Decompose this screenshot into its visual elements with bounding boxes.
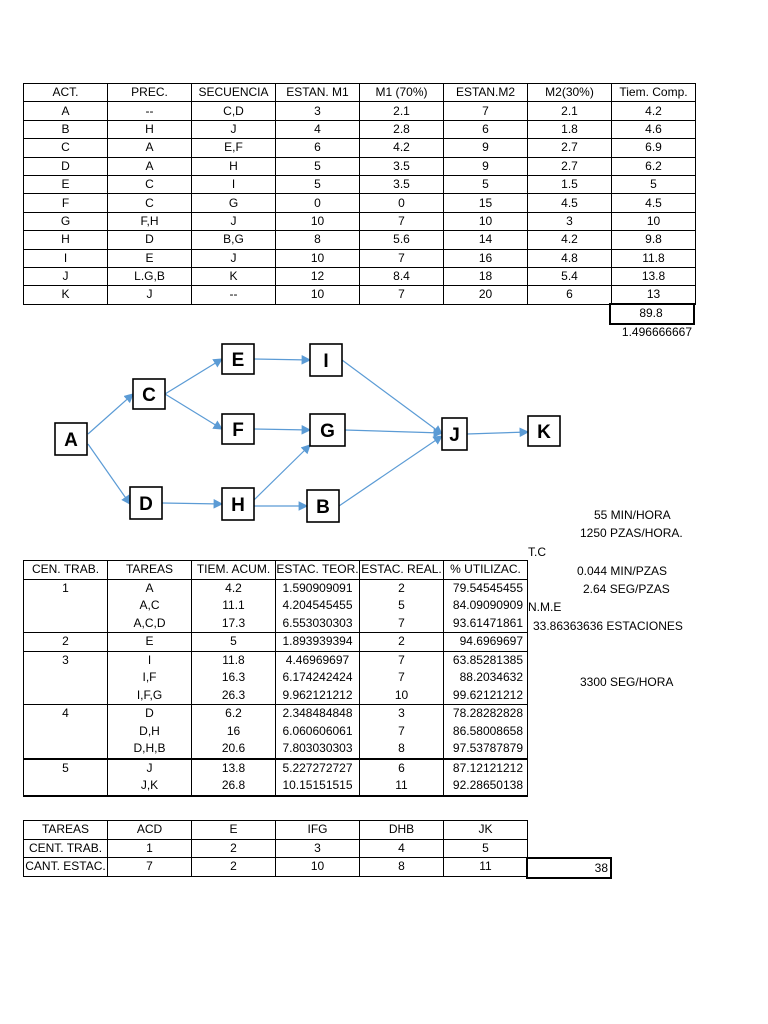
table-cell: F [24,194,108,212]
table-cell: 6 [444,120,528,138]
node-label: I [323,351,329,372]
table-cell [24,687,108,705]
node-label: A [64,430,78,451]
table-cell: J [192,212,276,230]
table-cell: 94.6969697 [444,633,528,652]
table-cell: 1.8 [528,120,612,138]
table-cell: 4.2 [528,231,612,249]
table-cell: D [108,231,192,249]
table-row [24,777,528,796]
node-h [222,488,254,520]
table-cell: 9 [444,157,528,175]
header-row [24,561,528,580]
table-cell: 3 [24,651,108,669]
table-cell: 5 [276,157,360,175]
edge-b-j [339,436,442,506]
precedence-network-diagram [0,330,768,530]
table-cell: 4.2 [192,579,276,597]
node-i [310,344,342,376]
table-row [24,194,696,212]
table-cell: 13.8 [612,267,696,285]
node-label: D [139,494,153,515]
table-cell: 4.6 [612,120,696,138]
table-row [24,120,696,138]
table-cell: 5 [360,597,444,615]
table-cell: 3 [360,705,444,723]
column-header: ESTAN. M1 [276,84,360,102]
sec-per-piece: 2.64 SEG/PZAS [583,582,670,596]
table-cell: 4 [276,120,360,138]
table-cell: 20.6 [192,740,276,759]
table-cell: 9.8 [612,231,696,249]
table-row [24,705,528,723]
header-row [24,84,696,102]
table-cell: 16.3 [192,669,276,687]
row-header: CENT. TRAB. [24,839,108,858]
node-g [310,414,345,446]
table-cell: D,H,B [108,740,192,759]
table-cell: 6 [360,759,444,778]
node-k [528,416,560,446]
table-row [24,740,528,759]
table-cell: IFG [276,821,360,840]
table-cell: F,H [108,212,192,230]
table-cell: A,C,D [108,615,192,633]
table-cell: 4.2 [612,102,696,120]
table-cell: I,F,G [108,687,192,705]
node-c [133,379,165,409]
table-cell: 4.46969697 [276,651,360,669]
node-label: E [231,350,245,371]
table-cell: H [192,157,276,175]
table-cell: 10.15151515 [276,777,360,796]
table-cell: G [192,194,276,212]
edge-h-g [254,445,310,500]
table-row [24,759,528,778]
table-cell: 79.54545455 [444,579,528,597]
table-cell: 11.8 [192,651,276,669]
edge-d-h [162,503,222,504]
table-cell: 4.2 [360,139,444,157]
node-e [222,344,254,374]
table-cell: 3.5 [360,157,444,175]
column-header: ESTAC. REAL. [360,561,444,580]
node-label: B [316,497,330,518]
table-cell: B [24,120,108,138]
table-row [24,723,528,741]
table-cell: 2.8 [360,120,444,138]
node-label: K [537,422,551,443]
table-cell: 7.803030303 [276,740,360,759]
table-cell: L.G,B [108,267,192,285]
table-cell: 10 [444,212,528,230]
table-cell: 7 [444,102,528,120]
table-cell: 10 [276,286,360,304]
table-cell [24,723,108,741]
table-cell: J [192,120,276,138]
table-cell: 6.9 [612,139,696,157]
table-cell: E,F [192,139,276,157]
table-cell: 5 [444,839,528,858]
table-row [24,651,528,669]
table-cell: 88.2034632 [444,669,528,687]
table-cell: 10 [276,212,360,230]
table-cell: 1.893939394 [276,633,360,652]
table-cell [24,597,108,615]
table-cell: 2 [192,839,276,858]
column-header: TAREAS [108,561,192,580]
table-row [24,839,528,858]
table-cell: 11.8 [612,249,696,267]
table-cell: I,F [108,669,192,687]
nme-label: N.M.E [528,600,562,614]
table-row [24,687,528,705]
table-cell: 7 [360,669,444,687]
table-row [24,579,528,597]
table-cell: 5 [24,759,108,778]
table-cell [24,740,108,759]
table-row [24,597,528,615]
column-header: SECUENCIA [192,84,276,102]
column-header: ESTAC. TEOR. [276,561,360,580]
table-cell: J [24,267,108,285]
table-cell: C [24,139,108,157]
table-cell: A [108,579,192,597]
table-cell: C,D [192,102,276,120]
table-cell: 12 [276,267,360,285]
edge-c-e [165,359,222,394]
table-cell: D [24,157,108,175]
table-cell: 10 [612,212,696,230]
table-cell: 92.28650138 [444,777,528,796]
table-cell: E [24,175,108,193]
table-cell: I [192,175,276,193]
table-cell: I [24,249,108,267]
table-row [24,102,696,120]
table-cell: D [108,705,192,723]
table-cell: J [108,759,192,778]
min-per-piece: 0.044 MIN/PZAS [577,564,668,578]
table-cell: C [108,175,192,193]
table-cell: 6.174242424 [276,669,360,687]
table-cell: 7 [360,651,444,669]
table-cell: 2.1 [528,102,612,120]
table-cell: 6.553030303 [276,615,360,633]
table-cell: 1 [108,839,192,858]
table-cell: 6.2 [192,705,276,723]
table-cell: 2 [24,633,108,652]
table-cell: A,C [108,597,192,615]
table-cell: 1 [24,579,108,597]
table-cell: J,K [108,777,192,796]
table-row [24,633,528,652]
table-cell: 6 [528,286,612,304]
table-row [24,231,696,249]
minutes-per-hour: 55 MIN/HORA [594,508,671,522]
table-cell: 17.3 [192,615,276,633]
table-cell: C [108,194,192,212]
table-row [24,615,528,633]
table-cell: 10 [276,249,360,267]
seconds-per-hour: 3300 SEG/HORA [580,675,674,689]
table-cell: 2 [360,579,444,597]
total-time: 89.8 [639,306,663,320]
table-cell: 7 [360,212,444,230]
node-d [130,487,162,519]
table-cell: 26.3 [192,687,276,705]
table-cell: E [108,633,192,652]
table-cell: 13.8 [192,759,276,778]
table-cell: J [108,286,192,304]
table-cell: 2.348484848 [276,705,360,723]
table-cell: 7 [360,286,444,304]
table-cell: J [192,249,276,267]
table-cell: B,G [192,231,276,249]
table-cell: 10 [360,687,444,705]
table-cell: JK [444,821,528,840]
table-cell: 9.962121212 [276,687,360,705]
column-header: ESTAN.M2 [444,84,528,102]
table-cell: 4.5 [612,194,696,212]
column-header: M1 (70%) [360,84,444,102]
table-row [24,267,696,285]
table-cell: 3 [528,212,612,230]
table-cell: 14 [444,231,528,249]
node-b [307,490,339,522]
node-label: J [449,425,460,446]
table-cell: 5.227272727 [276,759,360,778]
table-row [24,249,696,267]
table-row [24,858,528,877]
node-j [442,418,467,450]
table-cell: 18 [444,267,528,285]
table-cell: 5 [276,175,360,193]
column-header: % UTILIZAC. [444,561,528,580]
table-cell: 5.6 [360,231,444,249]
table-row [24,286,696,304]
table-cell: 5 [612,175,696,193]
table-cell: 3 [276,102,360,120]
edge-e-i [254,359,310,360]
table-cell: 13 [612,286,696,304]
table-cell: 2 [192,858,276,877]
table-cell: 2.7 [528,139,612,157]
table-cell: 87.12121212 [444,759,528,778]
table-cell: 7 [108,858,192,877]
table-cell: 9 [444,139,528,157]
table-cell: 5.4 [528,267,612,285]
node-label: G [320,421,335,442]
table-cell: 26.8 [192,777,276,796]
pieces-per-hour: 1250 PZAS/HORA. [580,526,683,540]
row-header: CANT. ESTAC. [24,858,108,877]
cycle-time-label: T.C [528,545,546,559]
column-header: TIEM. ACUM. [192,561,276,580]
table-cell: 0 [360,194,444,212]
column-header: M2(30%) [528,84,612,102]
table-row [24,669,528,687]
edge-f-g [254,429,310,430]
table-cell: 2.1 [360,102,444,120]
table-cell [24,669,108,687]
node-label: F [232,420,244,441]
table-cell: E [192,821,276,840]
table-cell: 11 [360,777,444,796]
table-row [24,157,696,175]
table-cell: A [24,102,108,120]
edge-g-j [345,430,442,433]
node-f [222,414,254,444]
table-cell: 3 [276,839,360,858]
table-cell: 15 [444,194,528,212]
edge-i-j [342,360,442,434]
table-cell: 8 [360,858,444,877]
table-cell: H [108,120,192,138]
table-cell: 97.53787879 [444,740,528,759]
table-cell: 8 [360,740,444,759]
table-cell: 3.5 [360,175,444,193]
column-header: PREC. [108,84,192,102]
table-row [24,821,528,840]
table-cell: 1.590909091 [276,579,360,597]
table-cell: 84.09090909 [444,597,528,615]
table-cell [24,777,108,796]
stations-count: 33.86363636 ESTACIONES [533,619,683,633]
table-cell: 93.61471861 [444,615,528,633]
table-cell: -- [192,286,276,304]
table-cell: 4.204545455 [276,597,360,615]
node-a [55,423,87,455]
time-ratio: 1.496666667 [621,325,692,339]
table-cell: 5 [192,633,276,652]
table-cell: E [108,249,192,267]
table-cell: 6.2 [612,157,696,175]
node-label: H [231,495,245,516]
table-cell: A [108,139,192,157]
table-row [24,212,696,230]
row-header: TAREAS [24,821,108,840]
table-cell: 2 [360,633,444,652]
table-cell: 7 [360,615,444,633]
table-cell: G [24,212,108,230]
table-cell: 78.28282828 [444,705,528,723]
table-cell: 16 [444,249,528,267]
table-cell: 6.060606061 [276,723,360,741]
activity-table [23,83,696,305]
table-cell: 86.58008658 [444,723,528,741]
edge-j-k [467,432,528,434]
table-cell: 11.1 [192,597,276,615]
table-cell: 4 [360,839,444,858]
table-cell: K [192,267,276,285]
table-cell: DHB [360,821,444,840]
table-cell: 7 [360,249,444,267]
table-cell: 6 [276,139,360,157]
workcenter-table [23,560,528,797]
table-cell: 10 [276,858,360,877]
table-cell: 4.5 [528,194,612,212]
table-cell: 8 [276,231,360,249]
table-cell: 4 [24,705,108,723]
table-cell: 63.85281385 [444,651,528,669]
edge-a-d [88,444,130,504]
table-cell: I [108,651,192,669]
table-cell: H [24,231,108,249]
table-cell: 20 [444,286,528,304]
column-header: ACT. [24,84,108,102]
table-cell: -- [108,102,192,120]
table-cell: 16 [192,723,276,741]
table-cell: K [24,286,108,304]
edge-a-c [88,394,133,434]
table-cell: 2.7 [528,157,612,175]
table-cell: 99.62121212 [444,687,528,705]
node-label: C [142,385,156,406]
table-cell: 1.5 [528,175,612,193]
table-cell [24,615,108,633]
table-cell: 4.8 [528,249,612,267]
table-cell: 7 [360,723,444,741]
table-row [24,139,696,157]
edge-c-f [165,394,222,429]
column-header: Tiem. Comp. [612,84,696,102]
total-stations: 38 [594,861,608,875]
table-row [24,175,696,193]
station-summary-table [23,820,528,877]
table-cell: 5 [444,175,528,193]
column-header: CEN. TRAB. [24,561,108,580]
table-cell: 11 [444,858,528,877]
table-cell: D,H [108,723,192,741]
table-cell: 8.4 [360,267,444,285]
table-cell: A [108,157,192,175]
table-cell: ACD [108,821,192,840]
table-cell: 0 [276,194,360,212]
